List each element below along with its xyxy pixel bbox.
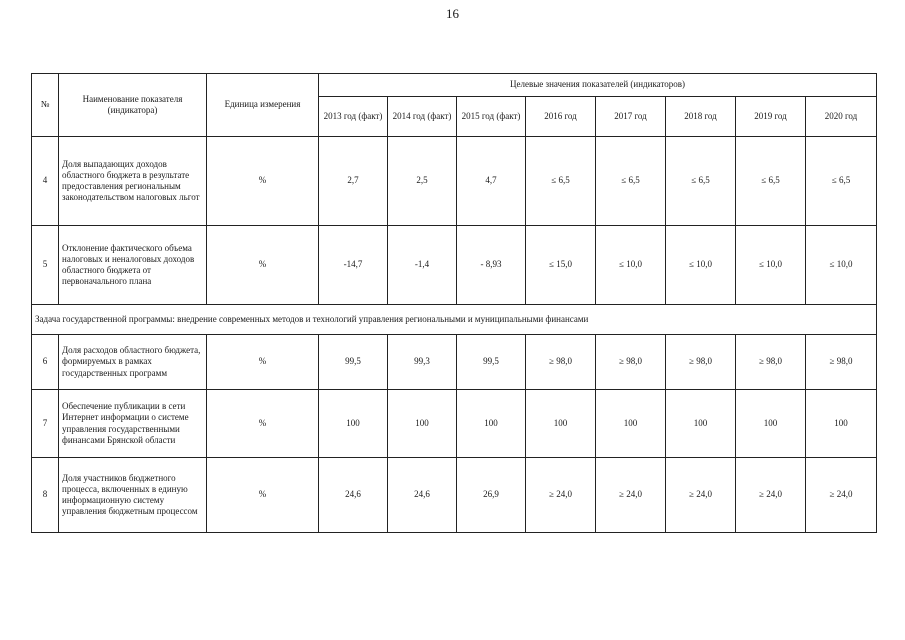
header-year: 2020 год: [806, 97, 877, 137]
task-row: [32, 305, 877, 335]
row-name: Доля выпадающих доходов областного бюджета в результате предоставления региональным законодательством налоговых льгот: [59, 137, 207, 226]
row-unit: %: [207, 226, 319, 305]
table-row: [32, 226, 877, 305]
row-value: 99,5: [457, 335, 526, 390]
row-value: ≥ 98,0: [736, 335, 806, 390]
row-value: ≥ 24,0: [736, 458, 806, 533]
header-year: 2018 год: [666, 97, 736, 137]
header-year: 2015 год (факт): [457, 97, 526, 137]
row-value: 2,7: [319, 137, 388, 226]
row-value: 100: [736, 390, 806, 458]
header-num: №: [32, 74, 59, 137]
row-value: ≥ 98,0: [806, 335, 877, 390]
row-value: 100: [388, 390, 457, 458]
row-value: 2,5: [388, 137, 457, 226]
row-value: ≤ 6,5: [666, 137, 736, 226]
row-value: 100: [319, 390, 388, 458]
header-year: 2019 год: [736, 97, 806, 137]
row-num: 4: [32, 137, 59, 226]
row-value: ≤ 6,5: [596, 137, 666, 226]
header-name: Наименование показателя (индикатора): [59, 74, 207, 137]
header-year: 2014 год (факт): [388, 97, 457, 137]
row-value: 99,3: [388, 335, 457, 390]
row-value: ≤ 6,5: [526, 137, 596, 226]
row-num: 8: [32, 458, 59, 533]
header-unit: Единица измерения: [207, 74, 319, 137]
table-row: [32, 458, 877, 533]
row-value: ≤ 10,0: [596, 226, 666, 305]
table-row: [32, 335, 877, 390]
row-value: - 8,93: [457, 226, 526, 305]
row-value: 100: [596, 390, 666, 458]
indicators-table: [31, 73, 877, 533]
row-value: 24,6: [388, 458, 457, 533]
row-value: 100: [526, 390, 596, 458]
row-num: 5: [32, 226, 59, 305]
task-row-text: Задача государственной программы: внедрение современных методов и технологий управления региональными и муниципальными финансами: [32, 305, 877, 335]
table-row: [32, 390, 877, 458]
row-num: 7: [32, 390, 59, 458]
header-target-group: Целевые значения показателей (индикаторов): [319, 74, 877, 97]
row-value: ≥ 24,0: [806, 458, 877, 533]
row-value: 99,5: [319, 335, 388, 390]
row-name: Доля расходов областного бюджета, формируемых в рамках государственных программ: [59, 335, 207, 390]
row-value: ≤ 15,0: [526, 226, 596, 305]
row-value: 100: [666, 390, 736, 458]
row-name: Доля участников бюджетного процесса, включенных в единую информационную систему управления бюджетным процессом: [59, 458, 207, 533]
row-value: ≤ 10,0: [736, 226, 806, 305]
table-row: [32, 137, 877, 226]
row-unit: %: [207, 335, 319, 390]
row-value: 26,9: [457, 458, 526, 533]
row-value: 100: [806, 390, 877, 458]
row-value: ≥ 98,0: [526, 335, 596, 390]
row-value: ≤ 6,5: [806, 137, 877, 226]
row-value: ≤ 10,0: [666, 226, 736, 305]
header-year: 2013 год (факт): [319, 97, 388, 137]
row-value: 4,7: [457, 137, 526, 226]
row-value: ≤ 6,5: [736, 137, 806, 226]
row-value: 24,6: [319, 458, 388, 533]
row-value: ≤ 10,0: [806, 226, 877, 305]
page-number: 16: [446, 6, 459, 21]
header-year: 2017 год: [596, 97, 666, 137]
row-unit: %: [207, 458, 319, 533]
row-name: Обеспечение публикации в сети Интернет информации о системе управления государственными финансами Брянской области: [59, 390, 207, 458]
row-value: ≥ 24,0: [666, 458, 736, 533]
row-value: ≥ 98,0: [596, 335, 666, 390]
row-value: -14,7: [319, 226, 388, 305]
row-unit: %: [207, 137, 319, 226]
row-value: ≥ 24,0: [596, 458, 666, 533]
row-name: Отклонение фактического объема налоговых и неналоговых доходов областного бюджета от первоначального плана: [59, 226, 207, 305]
row-value: -1,4: [388, 226, 457, 305]
row-value: ≥ 98,0: [666, 335, 736, 390]
row-value: 100: [457, 390, 526, 458]
row-value: ≥ 24,0: [526, 458, 596, 533]
row-unit: %: [207, 390, 319, 458]
row-num: 6: [32, 335, 59, 390]
header-year: 2016 год: [526, 97, 596, 137]
